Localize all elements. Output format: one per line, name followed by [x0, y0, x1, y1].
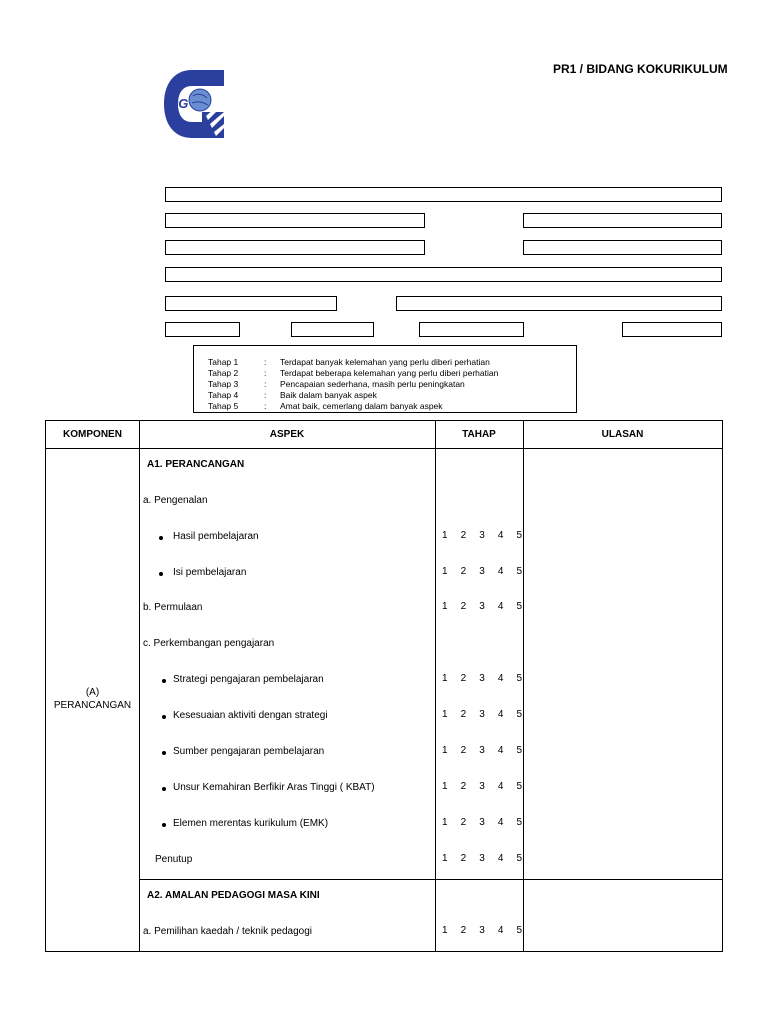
form-field-5b[interactable]	[396, 296, 722, 311]
rating-option[interactable]: 1	[442, 530, 448, 541]
rating-option[interactable]: 5	[516, 601, 522, 612]
column-divider	[523, 421, 524, 951]
rating-scale	[442, 925, 522, 936]
rating-option[interactable]: 2	[460, 781, 467, 792]
section-heading: A1. PERANCANGAN	[147, 459, 245, 470]
rating-option[interactable]: 3	[479, 925, 485, 936]
section-heading: A2. AMALAN PEDAGOGI MASA KINI	[147, 890, 320, 901]
rating-option[interactable]: 5	[516, 709, 522, 720]
rating-option[interactable]: 3	[479, 566, 485, 577]
rating-option[interactable]: 2	[460, 673, 467, 684]
rating-option[interactable]: 2	[460, 601, 467, 612]
rating-option[interactable]: 5	[516, 853, 522, 864]
form-field-6c[interactable]	[419, 322, 524, 337]
rating-option[interactable]: 4	[497, 673, 504, 684]
rating-option[interactable]: 1	[442, 673, 448, 684]
aspect-item: Unsur Kemahiran Berfikir Aras Tinggi ( KBAT)	[173, 782, 375, 793]
form-field-6d[interactable]	[622, 322, 722, 337]
rating-option[interactable]: 3	[479, 817, 485, 828]
aspect-item: a. Pengenalan	[143, 495, 208, 506]
aspect-item: b. Permulaan	[143, 602, 203, 613]
legend-row: Tahap 1 : Terdapat banyak kelemahan yang perlu diberi perhatian	[208, 357, 490, 367]
header-tahap: TAHAP	[462, 429, 496, 440]
rating-option[interactable]: 1	[442, 853, 448, 864]
ipg-logo	[162, 66, 226, 142]
rating-scale	[442, 530, 522, 541]
form-field-5a[interactable]	[165, 296, 337, 311]
rating-option[interactable]: 4	[497, 566, 504, 577]
rating-option[interactable]: 1	[442, 745, 448, 756]
form-field-2a[interactable]	[165, 213, 425, 228]
header-komponen: KOMPONEN	[63, 429, 122, 440]
rating-option[interactable]: 2	[460, 817, 467, 828]
rating-option[interactable]: 2	[460, 925, 467, 936]
bullet-icon	[162, 715, 166, 719]
rating-option[interactable]: 4	[497, 530, 504, 541]
rating-option[interactable]: 5	[516, 673, 522, 684]
aspect-item: Kesesuaian aktiviti dengan strategi	[173, 710, 328, 721]
rating-option[interactable]: 5	[516, 566, 522, 577]
legend-row: Tahap 4 : Baik dalam banyak aspek	[208, 390, 377, 400]
svg-text:IPG: IPG	[166, 96, 189, 111]
aspect-item: a. Pemilihan kaedah / teknik pedagogi	[143, 926, 313, 937]
rating-scale	[442, 601, 522, 612]
rating-option[interactable]: 3	[479, 530, 485, 541]
rating-option[interactable]: 1	[442, 566, 448, 577]
rating-option[interactable]: 2	[460, 530, 467, 541]
form-field-6a[interactable]	[165, 322, 240, 337]
rating-scale	[442, 709, 522, 720]
rating-scale	[442, 745, 522, 756]
form-field-3a[interactable]	[165, 240, 425, 255]
column-divider	[435, 421, 436, 951]
legend-row: Tahap 2 : Terdapat beberapa kelemahan yang perlu diberi perhatian	[208, 368, 499, 378]
rating-option[interactable]: 1	[442, 781, 448, 792]
rating-option[interactable]: 4	[497, 925, 504, 936]
rating-option[interactable]: 2	[460, 853, 467, 864]
rating-option[interactable]: 4	[497, 781, 504, 792]
legend-row: Tahap 5 : Amat baik, cemerlang dalam banyak aspek	[208, 401, 443, 411]
aspect-item: Strategi pengajaran pembelajaran	[173, 674, 324, 685]
rating-scale	[442, 566, 522, 577]
rating-option[interactable]: 3	[479, 781, 485, 792]
evaluation-table	[45, 420, 723, 952]
rating-option[interactable]: 1	[442, 925, 448, 936]
form-field-3b[interactable]	[523, 240, 722, 255]
form-field-2b[interactable]	[523, 213, 722, 228]
rating-option[interactable]: 5	[516, 925, 522, 936]
component-label: (A) PERANCANGAN	[53, 687, 132, 711]
document-title: PR1 / BIDANG KOKURIKULUM	[553, 62, 728, 76]
rating-option[interactable]: 4	[497, 745, 504, 756]
level-legend	[193, 345, 577, 413]
rating-option[interactable]: 2	[460, 745, 467, 756]
rating-scale	[442, 781, 522, 792]
form-field-6b[interactable]	[291, 322, 374, 337]
rating-option[interactable]: 1	[442, 601, 448, 612]
bullet-icon	[162, 679, 166, 683]
column-divider	[139, 421, 140, 951]
rating-option[interactable]: 4	[497, 709, 504, 720]
rating-option[interactable]: 5	[516, 817, 522, 828]
rating-option[interactable]: 3	[479, 673, 485, 684]
rating-option[interactable]: 5	[516, 781, 522, 792]
rating-option[interactable]: 3	[479, 601, 485, 612]
rating-option[interactable]: 1	[442, 817, 448, 828]
rating-option[interactable]: 4	[497, 817, 504, 828]
aspect-item: Penutup	[155, 854, 193, 865]
aspect-item: c. Perkembangan pengajaran	[143, 638, 275, 649]
bullet-icon	[159, 536, 163, 540]
rating-option[interactable]: 3	[479, 853, 485, 864]
form-field-1[interactable]	[165, 187, 722, 202]
bullet-icon	[162, 823, 166, 827]
bullet-icon	[162, 751, 166, 755]
aspect-item: Hasil pembelajaran	[173, 531, 259, 542]
section-divider	[139, 879, 722, 880]
rating-option[interactable]: 4	[497, 601, 504, 612]
rating-option[interactable]: 1	[442, 709, 448, 720]
rating-option[interactable]: 4	[497, 853, 504, 864]
rating-option[interactable]: 3	[479, 745, 485, 756]
rating-option[interactable]: 5	[516, 530, 522, 541]
bullet-icon	[162, 787, 166, 791]
aspect-item: Sumber pengajaran pembelajaran	[173, 746, 325, 757]
header-ulasan: ULASAN	[601, 429, 644, 440]
rating-scale	[442, 817, 522, 828]
header-divider	[46, 448, 722, 449]
form-field-4[interactable]	[165, 267, 722, 282]
aspect-item: Elemen merentas kurikulum (EMK)	[173, 818, 329, 829]
rating-scale	[442, 673, 522, 684]
bullet-icon	[159, 572, 163, 576]
header-aspek: ASPEK	[269, 429, 305, 440]
rating-option[interactable]: 2	[460, 566, 467, 577]
aspect-item: Isi pembelajaran	[173, 567, 247, 578]
rating-option[interactable]: 5	[516, 745, 522, 756]
rating-option[interactable]: 2	[460, 709, 467, 720]
rating-scale	[442, 853, 522, 864]
legend-row: Tahap 3 : Pencapaian sederhana, masih perlu peningkatan	[208, 379, 465, 389]
rating-option[interactable]: 3	[479, 709, 485, 720]
